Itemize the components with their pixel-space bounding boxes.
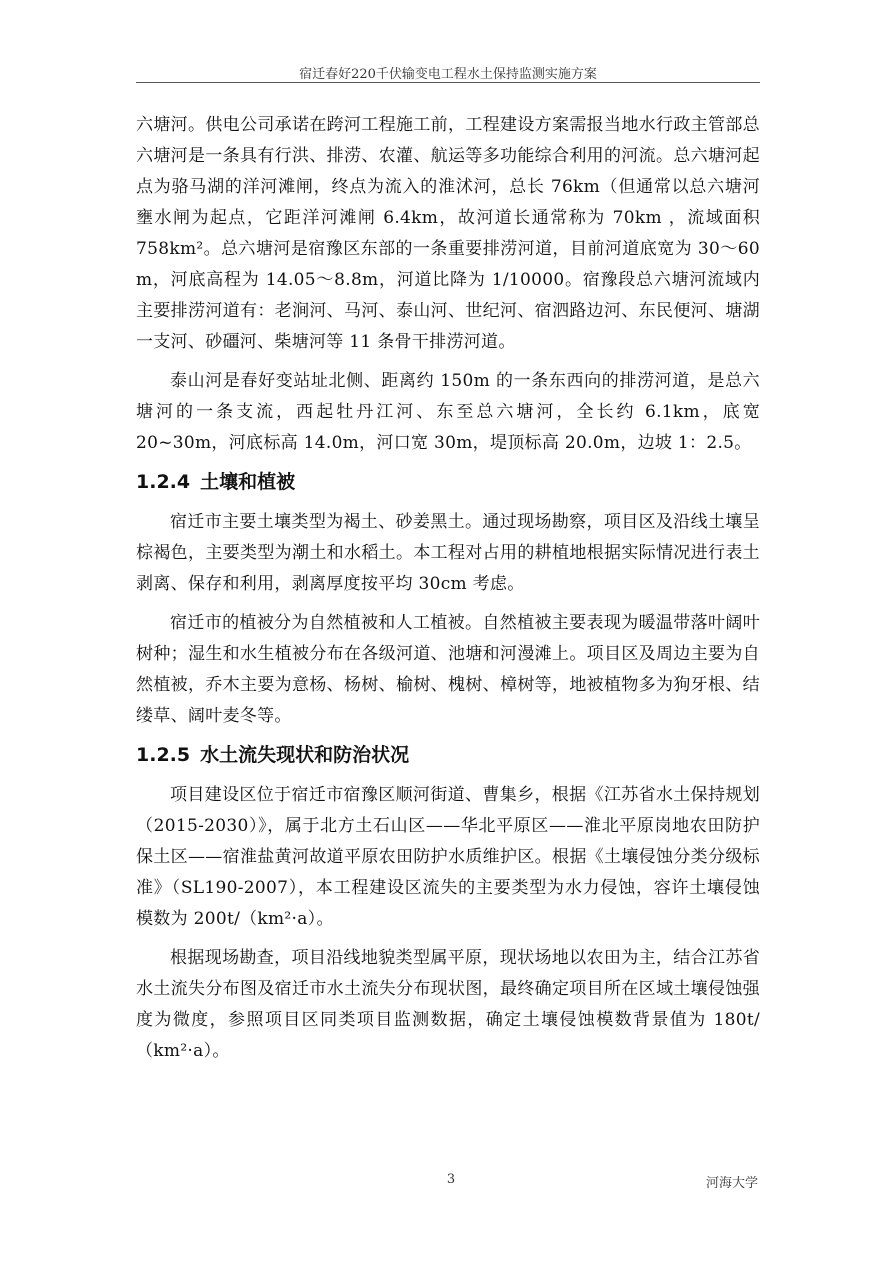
paragraph-erosion-background: 根据现场勘查，项目沿线地貌类型属平原，现状场地以农田为主，结合江苏省水土流失分布图及宿迁市水土流失分布现状图，最终确定项目所在区域土壤侵蚀强度为微度，参照项目区同类项目监测数据，确定土壤侵蚀模数背景值为 180t/（km²·a）。 (136, 948, 760, 1061)
document-body (136, 110, 760, 1075)
paragraph-taishan-river: 泰山河是春好变站址北侧、距离约 150m 的一条东西向的排涝河道，是总六塘河的一条支流，西起牡丹江河、东至总六塘河，全长约 6.1km，底宽 20~30m，河底标高 14.0m，河口宽 30m，堤顶标高 20.0m，边坡 1：2.5。 (136, 371, 760, 453)
page-number: 3 (446, 1172, 456, 1187)
section-title: 水土流失现状和防治状况 (200, 744, 410, 766)
running-header: 宿迁春好220千伏输变电工程水土保持监测实施方案 (299, 67, 597, 82)
section-title: 土壤和植被 (200, 471, 296, 493)
section-number: 1.2.5 (136, 744, 191, 766)
paragraph-soil: 宿迁市主要土壤类型为褐土、砂姜黑土。通过现场勘察，项目区及沿线土壤呈棕褐色，主要类型为潮土和水稻土。本工程对占用的耕植地根据实际情况进行表土剥离、保存和利用，剥离厚度按平均 30cm 考虑。 (136, 512, 760, 594)
paragraph-liutang-river: 六塘河。供电公司承诺在跨河工程施工前，工程建设方案需报当地水行政主管部总六塘河是一条具有行洪、排涝、农灌、航运等多功能综合利用的河流。总六塘河起点为骆马湖的洋河滩闸，终点为流入的淮沭河，总长 76km（但通常以总六塘河壅水闸为起点，它距洋河滩闸 6.4km，故河道长通常称为 70km ，流域面积 758km²。总六塘河是宿豫区东部的一条重要排涝河道，目前河道底宽为 30～60 m，河底高程为 14.05～8.8m，河道比降为 1/10000。宿豫段总六塘河流域内主要排涝河道有：老涧河、马河、泰山河、世纪河、宿泗路边河、东民便河、塘湖一支河、砂礓河、柴塘河等 11 条骨干排涝河道。 (136, 115, 760, 352)
section-heading-soil-erosion (136, 740, 760, 770)
paragraph-erosion-zoning: 项目建设区位于宿迁市宿豫区顺河街道、曹集乡，根据《江苏省水土保持规划（2015-2030）》，属于北方土石山区——华北平原区——淮北平原岗地农田防护保土区——宿淮盐黄河故道平原农田防护水质维护区。根据《土壤侵蚀分类分级标准》（SL190-2007），本工程建设区流失的主要类型为水力侵蚀，容许土壤侵蚀模数为 200t/（km²·a）。 (136, 785, 760, 929)
footer-organization: 河海大学 (705, 1176, 758, 1191)
paragraph-vegetation: 宿迁市的植被分为自然植被和人工植被。自然植被主要表现为暖温带落叶阔叶树种；湿生和水生植被分布在各级河道、池塘和河漫滩上。项目区及周边主要为自然植被，乔木主要为意杨、杨树、榆树、槐树、樟树等，地被植物多为狗牙根、结缕草、阔叶麦冬等。 (136, 613, 760, 726)
section-heading-soil-vegetation (136, 467, 760, 497)
header-divider (136, 82, 760, 83)
section-number: 1.2.4 (136, 471, 191, 493)
